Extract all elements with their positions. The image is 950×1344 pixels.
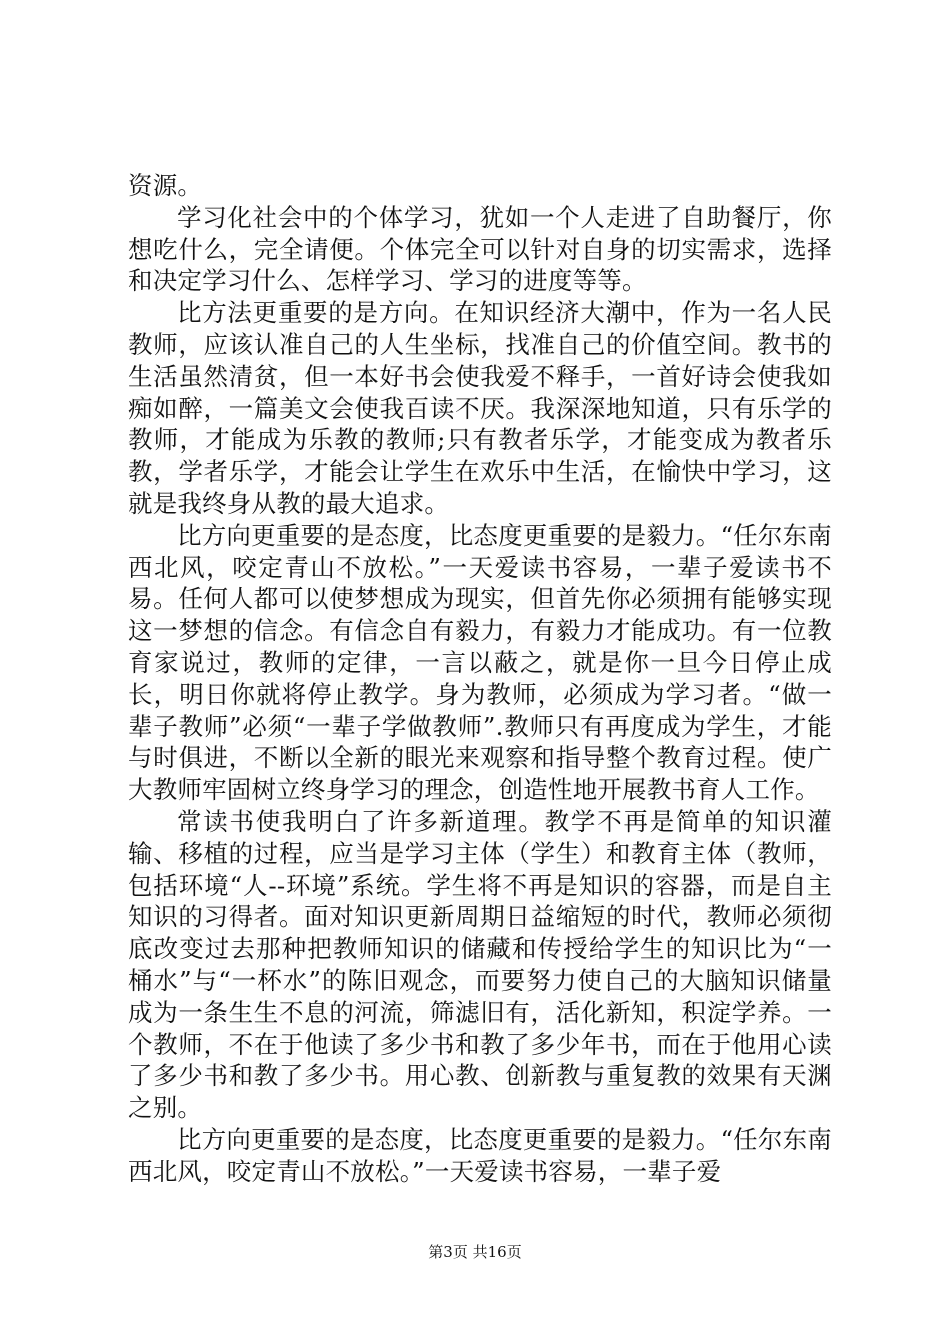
- document-body: [128, 170, 832, 1188]
- paragraph-2: 学习化社会中的个体学习，犹如一个人走进了自助餐厅，你想吃什么，完全请便。个体完全可以针对自身的切实需求，选择和决定学习什么、怎样学习、学习的进度等等。: [128, 202, 832, 296]
- page-number-footer: 第3页 共16页: [428, 1243, 522, 1261]
- paragraph-1: 资源。: [128, 171, 203, 200]
- paragraph-3: 比方法更重要的是方向。在知识经济大潮中，作为一名人民教师，应该认准自己的人生坐标，找准自己的价值空间。教书的生活虽然清贫，但一本好书会使我爱不释手，一首好诗会使我如痴如醉，一篇美文会使我百读不厌。我深深地知道，只有乐学的教师，才能成为乐教的教师;只有教者乐学，才能变成为教者乐教，学者乐学，才能会让学生在欢乐中生活，在愉快中学习，这就是我终身从教的最大追求。: [128, 298, 832, 518]
- paragraph-4: 比方向更重要的是态度，比态度更重要的是毅力。“任尔东南西北风，咬定青山不放松。”一天爱读书容易，一辈子爱读书不易。任何人都可以使梦想成为现实，但首先你必须拥有能够实现这一梦想的信念。有信念自有毅力，有毅力才能成功。有一位教育家说过，教师的定律，一言以蔽之，就是你一旦今日停止成长，明日你就将停止教学。身为教师，必须成为学习者。“做一辈子教师”必须“一辈子学做教师”.教师只有再度成为学生，才能与时俱进，不断以全新的眼光来观察和指导整个教育过程。使广大教师牢固树立终身学习的理念，创造性地开展教书育人工作。: [128, 520, 832, 805]
- paragraph-6: 比方向更重要的是态度，比态度更重要的是毅力。“任尔东南西北风，咬定青山不放松。”一天爱读书容易，一辈子爱: [128, 1124, 832, 1186]
- paragraph-5: 常读书使我明白了许多新道理。教学不再是简单的知识灌输、移植的过程，应当是学习主体（学生）和教育主体（教师，包括环境“人--环境”系统。学生将不再是知识的容器，而是自主知识的习得者。面对知识更新周期日益缩短的时代，教师必须彻底改变过去那种把教师知识的储藏和传授给学生的知识比为“一桶水”与“一杯水”的陈旧观念，而要努力使自己的大脑知识储量成为一条生生不息的河流，筛滤旧有，活化新知，积淀学养。一个教师，不在于他读了多少书和教了多少年书，而在于他用心读了多少书和教了多少书。用心教、创新教与重复教的效果有天渊之别。: [128, 806, 832, 1123]
